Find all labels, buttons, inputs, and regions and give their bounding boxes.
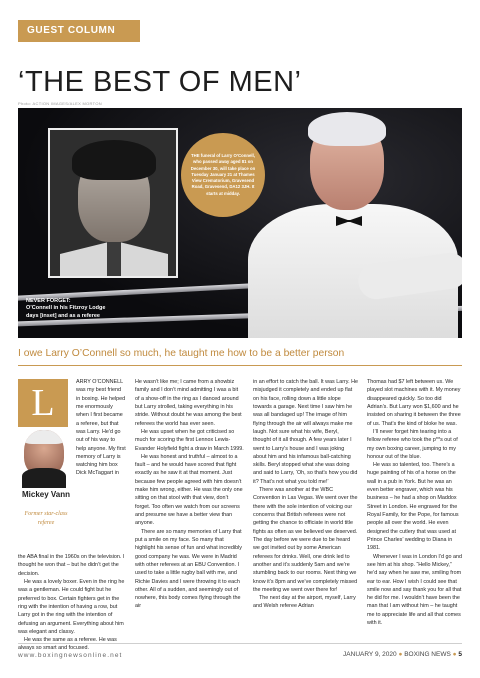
page-number: 5 — [458, 651, 462, 658]
article-paragraph: He was honest and truthful – almost to a fault – and he would have scored that fight exactly as he saw it at that moment. Just because few people agreed with him doesn’t make him wrong, either. He was the only one sitting on that stool with that view, don’t forget. Too often we watch from our screens and presume we have a better view than anyone. — [135, 453, 243, 527]
author-name: Mickey Vann — [21, 490, 71, 499]
photo-credit: Photo: ACTION IMAGES/ALEX MORTON — [18, 101, 102, 106]
article-column-4 — [367, 378, 462, 627]
article-paragraph: There was another at the WBC Convention in Las Vegas. We went over the there with the sole intention of voicing our concerns that British referees were not getting the chance to officiate in world title fights as often as we believed we deserved. The day before we were due to be heard we got invited out by some American referees for drinks. Well, one drink led to another and it’s suddenly 5am and we’re stumbling back to our rooms. Next thing we know it’s 8pm and we’ve completely missed the meeting we went over there for! — [253, 487, 358, 593]
article-paragraph: He was a lovely boxer. Even in the ring he was a gentleman. He could fight but he preferred to box. Certain fighters get in the ring with the intention of having a row, but Larry got in the ring with the intention of defusing an argument. Everything about him was elegant and classy. — [18, 578, 125, 635]
footer-website: www.boxingnewsonline.net — [18, 652, 123, 659]
article-paragraph: He wasn’t like me; I came from a showbiz family and I don’t mind admitting I was a bit of a show-off in the ring as I danced around but Larry strolled, taking everything in his stride. Without doubt he was among the best referees the world has ever seen. — [135, 379, 242, 427]
divider — [18, 365, 462, 366]
photo-caption-text: O’Connell in his Fitzroy Lodge days [inset] and as a referee — [26, 305, 106, 319]
article-column-1-top — [76, 378, 126, 478]
article-paragraph: The next day at the airport, myself, Larry and Welsh referee Adrian — [253, 595, 356, 610]
article-column-2 — [135, 378, 244, 611]
referee-hair — [308, 112, 386, 146]
standfirst: I owe Larry O’Connell so much, he taught me how to be a better person — [18, 348, 345, 359]
article-column-3 — [253, 378, 358, 611]
author-avatar-suit — [22, 468, 66, 488]
inset-photo — [48, 128, 178, 278]
article-paragraph: He was so talented, too. There’s a huge painting of his of a horse on the wall in a pub in York. But he was an even better engraver, which was his business – he had a shop on Maddox Street in London. He engraved for the Royal Family, for the Pope, for famous people all over the world. He even designed the cutlery that was used at Prince Charles’ wedding to Diana in 1981. — [367, 462, 459, 552]
photo-caption-label: NEVER FORGET: — [26, 298, 71, 304]
footer-folio — [343, 651, 462, 658]
footer-separator: ● — [452, 651, 457, 658]
article-paragraph: Whenever I was in London I’d go and see him at his shop. “Hello Mickey,” he’d say when he saw me, smiling from ear to ear. How I wish I could see that smile now and say thank you for all that he did for me. I wouldn’t have been the man that I am without him – he taught me to appreciate life and all that comes with it. — [367, 553, 463, 627]
funeral-notice-text: THE funeral of Larry O’Connell, who passed away aged 81 on December 30, will take place on Tuesday January 21 at Thames View Crematorium, Gravesend Road, Gravesend, DA12 3JH. It starts at midday. — [190, 153, 256, 196]
article-column-1-bottom — [18, 553, 126, 653]
author-role: Former star-class referee — [24, 511, 68, 526]
footer-date: JANUARY 9, 2020 — [343, 651, 397, 658]
headline: ‘THE BEST OF MEN’ — [18, 66, 302, 98]
article-paragraph: ARRY O’CONNELL was my best friend in boxing. He helped me enormously when I first became a referee, but that was Larry. He’d go out of his way to help anyone. My first memory of Larry is watching him box Dick McTaggart in — [76, 379, 126, 477]
footer-divider — [18, 643, 462, 644]
article-paragraph: Thomas had $7 left between us. We played slot machines with it. My money disappeared quickly. So too did Adrian’s. But Larry won $1,600 and he insisted on sharing it between the three of us. That’s the kind of bloke he was. — [367, 379, 461, 427]
article-paragraph: I’ll never forget him tearing into a fellow referee who took the p**s out of my own boxing career, jumping to my honour out of the blue. — [367, 428, 458, 460]
article-paragraph: There are so many memories of Larry that put a smile on my face. So many that highlight his sense of fun and what incredibly good company he was. We were in Madrid with other referees at an EBU Convention. I used to take a little rugby ball with me, and Richie Davies and I were throwing it to each other. All of a sudden, and seemingly out of nowhere, this body comes flying through the air — [135, 528, 242, 610]
drop-cap: L — [18, 379, 68, 427]
article-paragraph: He was upset when he got criticised so much for scoring the first Lennox Lewis-Evander Holyfield fight a draw in March 1999. — [135, 428, 244, 452]
hero-photo — [18, 108, 462, 338]
photo-caption — [26, 298, 106, 320]
funeral-notice — [181, 133, 265, 217]
footer-publication: BOXING NEWS — [404, 651, 451, 658]
article-paragraph: the ABA final in the 1960s on the television. I thought he won that – but he didn’t get the decision. — [18, 554, 125, 577]
article-paragraph: He was the same as a referee. He was always so smart and focused. — [18, 637, 117, 652]
footer-separator: ● — [398, 651, 403, 658]
article-paragraph: in an effort to catch the ball. It was Larry. He misjudged it completely and ended up flat on his face, rolling down a little slope towards a garage. Next time I saw him he was all bandaged up! The image of him flying through the air will always make me laugh. Not sure what his wife, Beryl, thought of it all though. A few years later I went to Larry’s house and I was joking about him and his infamous ball-catching skills. Beryl stopped what she was doing and said to Larry, ‘Oh, so that’s how you did it? That’s not what you told me!’ — [253, 379, 358, 485]
section-tab: GUEST COLUMN — [18, 20, 140, 42]
